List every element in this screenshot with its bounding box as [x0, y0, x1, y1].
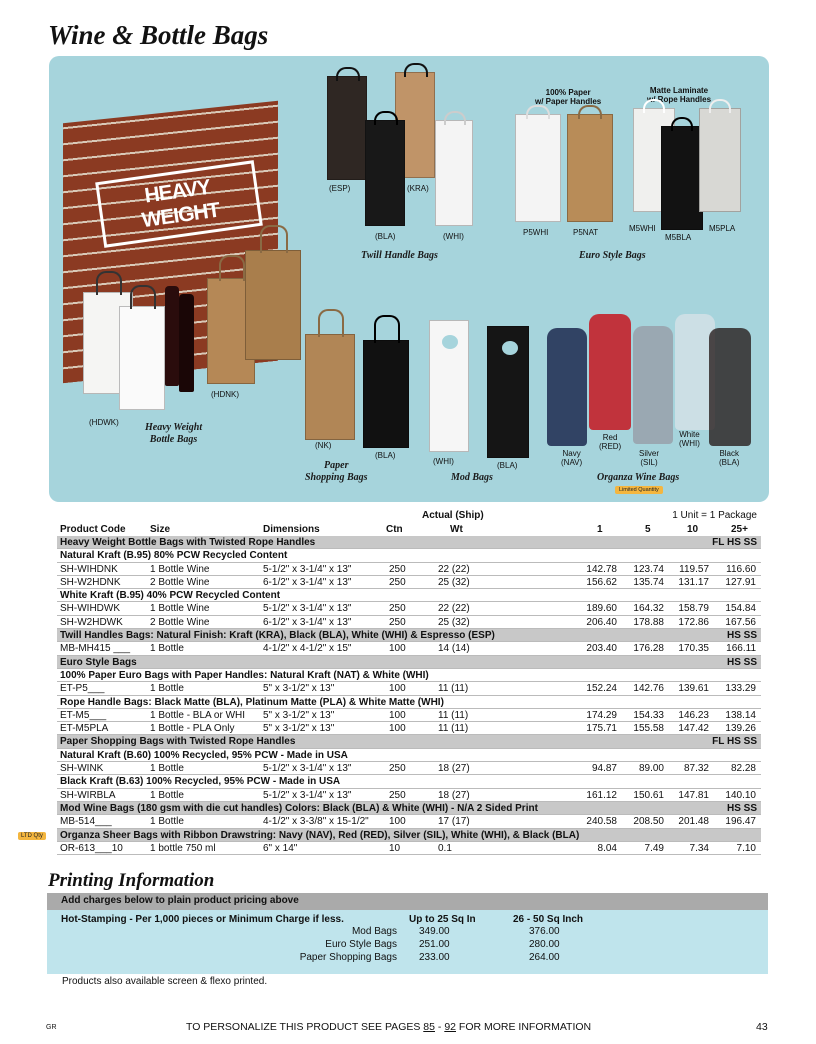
dimensions-cell: 5-1/2" x 3-1/4" x 13" [263, 563, 352, 575]
price-cell: 172.86 [678, 616, 709, 628]
label-p5nat: P5NAT [573, 228, 599, 237]
hot-stamping-label: Hot-Stamping - Per 1,000 pieces or Minimum Charge if less. [61, 914, 344, 925]
footer-left: GR [46, 1024, 57, 1031]
printing-bar [47, 893, 768, 910]
price-cell: 154.33 [633, 709, 664, 721]
product-code: SH-WIHDNK [60, 563, 118, 575]
price-cell: 167.56 [725, 616, 756, 628]
subsection-row [57, 696, 761, 709]
section-header-row [57, 829, 761, 842]
weight-cell: 18 (27) [438, 789, 470, 801]
price-cell: 208.50 [633, 816, 664, 828]
ctn-cell: 250 [389, 603, 406, 615]
label-whi-twill: (WHI) [443, 232, 464, 241]
subsection-row [57, 549, 761, 562]
dimensions-cell: 5-1/2" x 3-1/4" x 13" [263, 603, 352, 615]
page-number: 43 [756, 1021, 768, 1033]
weight-cell: 22 (22) [438, 563, 470, 575]
heavy-weight-sign: HEAVY WEIGHT [95, 160, 263, 248]
price-cell: 139.61 [678, 683, 709, 695]
label-hdwk: (HDWK) [89, 418, 119, 427]
price-cell: 142.76 [633, 683, 664, 695]
size-cell: 1 Bottle Wine [150, 603, 210, 615]
label-whi-mod: (WHI) [433, 457, 454, 466]
ctn-cell: 250 [389, 789, 406, 801]
ctn-cell: 100 [389, 709, 406, 721]
label-esp: (ESP) [329, 184, 351, 193]
price-cell: 116.60 [726, 563, 756, 575]
price-cell: 139.26 [725, 723, 756, 735]
label-red: Red (RED) [599, 433, 622, 451]
section-title: Mod Wine Bags (180 gsm with die cut handles) Colors: Black (BLA) & White (WHI) - N/A 2 Sided Print [60, 802, 538, 814]
section-title: Black Kraft (B.63) 100% Recycled, 95% PCW - Made in USA [60, 776, 341, 788]
section-title: Organza Sheer Bags with Ribbon Drawstring: Navy (NAV), Red (RED), Silver (SIL), White (WHI), & Black (BLA) [60, 829, 580, 841]
dimensions-cell: 4-1/2" x 4-1/2" x 15" [263, 643, 352, 655]
price-cell: 123.74 [633, 563, 664, 575]
price-cell: 147.81 [678, 789, 709, 801]
euro-black-matte-bag [661, 126, 703, 230]
col-size: Size [150, 524, 171, 535]
label-black: Black (BLA) [719, 449, 740, 467]
euro-white-paper-bag [515, 114, 561, 222]
ctn-cell: 250 [389, 616, 406, 628]
print-price-small: 251.00 [419, 939, 450, 950]
white-twill-bag [435, 120, 473, 226]
price-cell: 7.10 [736, 842, 756, 854]
product-code: MB-514___ [60, 816, 112, 828]
size-cell: 1 Bottle Wine [150, 563, 210, 575]
white-kraft-bag-2 [119, 306, 165, 410]
table-row [57, 576, 761, 589]
dimensions-cell: 6" x 14" [263, 842, 298, 854]
price-cell: 140.10 [725, 789, 756, 801]
black-mod-bag [487, 326, 529, 458]
product-code: OR-613___10 [60, 842, 123, 854]
caption-heavy-weight: Heavy Weight Bottle Bags [145, 422, 203, 445]
subsection-row [57, 749, 761, 762]
dimensions-cell: 4-1/2" x 3-3/8" x 15-1/2" [263, 816, 369, 828]
col-26-50: 26 - 50 Sq Inch [513, 914, 584, 925]
label-p5whi: P5WHI [523, 228, 549, 237]
section-title: 100% Paper Euro Bags with Paper Handles: Natural Kraft (NAT) & White (WHI) [60, 669, 429, 681]
price-cell: 206.40 [586, 616, 617, 628]
price-cell: 142.78 [586, 563, 617, 575]
print-price-small: 233.00 [419, 952, 450, 963]
section-header-row [57, 629, 761, 642]
footer-text-post: FOR MORE INFORMATION [456, 1021, 592, 1033]
size-cell: 1 bottle 750 ml [150, 842, 216, 854]
white-mod-bag [429, 320, 469, 452]
price-cell: 146.23 [678, 709, 709, 721]
col-up-to-25: Up to 25 Sq In [409, 914, 476, 925]
dimensions-cell: 5-1/2" x 3-1/4" x 13" [263, 763, 352, 775]
product-code: SH-W2HDWK [60, 616, 123, 628]
price-cell: 87.32 [683, 763, 709, 775]
weight-cell: 18 (27) [438, 763, 470, 775]
col-qty-10: 10 [687, 524, 699, 535]
ltd-qty-tag: LTD Qty [18, 832, 46, 840]
weight-cell: 25 (32) [438, 616, 470, 628]
limited-quantity-badge: Limited Quantity [615, 486, 663, 494]
silver-organza-bag [633, 326, 673, 444]
natural-paper-shopping-bag [305, 334, 355, 440]
price-cell: 161.12 [586, 789, 617, 801]
wine-bottle [165, 286, 179, 386]
price-cell: 82.28 [730, 763, 756, 775]
weight-cell: 11 (11) [438, 683, 469, 695]
price-cell: 156.62 [586, 576, 617, 588]
label-navy: Navy (NAV) [561, 449, 583, 467]
price-cell: 203.40 [586, 643, 617, 655]
label-m5bla: M5BLA [665, 233, 692, 242]
price-cell: 164.32 [633, 603, 664, 615]
col-dimensions: Dimensions [263, 524, 320, 535]
ctn-cell: 100 [389, 643, 406, 655]
price-cell: 175.71 [586, 723, 617, 735]
section-header-row [57, 536, 761, 549]
product-code: SH-WIHDWK [60, 603, 120, 615]
table-row [57, 789, 761, 802]
section-title: Twill Handles Bags: Natural Finish: Kraft (KRA), Black (BLA), White (WHI) & Espresso (ESP) [60, 630, 495, 642]
weight-cell: 11 (11) [438, 723, 469, 735]
print-row-name: Euro Style Bags [325, 939, 397, 950]
weight-cell: 22 (22) [438, 603, 470, 615]
product-code: SH-WINK [60, 763, 104, 775]
ctn-cell: 100 [389, 816, 406, 828]
navy-organza-bag [547, 328, 587, 446]
col-qty-5: 5 [645, 524, 651, 535]
section-header-row [57, 802, 761, 815]
ctn-cell: 250 [389, 763, 406, 775]
footer-dash: - [434, 1021, 445, 1033]
espresso-twill-bag [327, 76, 367, 180]
footer-text [186, 1021, 591, 1033]
price-cell: 8.04 [597, 842, 617, 854]
page-title: Wine & Bottle Bags [48, 20, 269, 50]
print-price-large: 280.00 [529, 939, 560, 950]
section-title: Euro Style Bags [60, 656, 137, 668]
subsection-row [57, 669, 761, 682]
table-row [57, 842, 761, 855]
label-bla-twill: (BLA) [375, 232, 396, 241]
print-row-name: Mod Bags [351, 926, 397, 937]
footer-page-link-85[interactable]: 85 [423, 1021, 435, 1033]
table-row [57, 762, 761, 775]
price-cell: 138.14 [725, 709, 756, 721]
price-cell: 154.84 [725, 603, 756, 615]
price-cell: 152.24 [586, 683, 617, 695]
product-code: MB-MH415 ___ [60, 643, 131, 655]
price-cell: 150.61 [633, 789, 664, 801]
table-header [57, 508, 761, 536]
price-cell: 178.88 [633, 616, 664, 628]
caption-euro: Euro Style Bags [579, 250, 646, 261]
price-cell: 127.91 [725, 576, 756, 588]
ctn-cell: 100 [389, 683, 406, 695]
euro-platinum-matte-bag [699, 108, 741, 212]
footer-text-pre: TO PERSONALIZE THIS PRODUCT SEE PAGES [186, 1021, 424, 1033]
size-cell: 1 Bottle [150, 643, 184, 655]
availability-codes: HS SS [726, 630, 757, 642]
ctn-cell: 10 [389, 842, 401, 854]
black-paper-shopping-bag [363, 340, 409, 448]
price-cell: 147.42 [678, 723, 709, 735]
weight-cell: 14 (14) [438, 643, 470, 655]
table-row [57, 563, 761, 576]
product-code: ET-M5PLA [60, 723, 109, 735]
natural-kraft-bag-2 [245, 250, 301, 360]
weight-cell: 11 (11) [438, 709, 469, 721]
size-cell: 1 Bottle [150, 816, 184, 828]
table-row [57, 815, 761, 828]
dimensions-cell: 6-1/2" x 3-1/4" x 13" [263, 616, 352, 628]
size-cell: 2 Bottle Wine [150, 576, 210, 588]
print-price-large: 376.00 [529, 926, 560, 937]
price-cell: 240.58 [586, 816, 617, 828]
dimensions-cell: 5-1/2" x 3-1/4" x 13" [263, 789, 352, 801]
product-code: SH-WIRBLA [60, 789, 116, 801]
col-ctn: Ctn [386, 524, 403, 535]
caption-twill: Twill Handle Bags [361, 250, 438, 261]
price-cell: 7.34 [689, 842, 709, 854]
col-product-code: Product Code [60, 524, 126, 535]
label-kra: (KRA) [407, 184, 429, 193]
price-cell: 7.49 [644, 842, 664, 854]
caption-paper-shopping: Paper Shopping Bags [305, 460, 368, 483]
price-cell: 174.29 [586, 709, 617, 721]
ctn-cell: 100 [389, 723, 406, 735]
product-photo [49, 56, 769, 502]
table-row [57, 722, 761, 735]
price-cell: 135.74 [633, 576, 664, 588]
unit-note: 1 Unit = 1 Package [672, 510, 757, 521]
printing-bar-text: Add charges below to plain product pricing above [61, 895, 299, 906]
printing-info-title: Printing Information [48, 870, 215, 891]
size-cell: 1 Bottle [150, 789, 184, 801]
label-bla-paper: (BLA) [375, 451, 396, 460]
availability-codes: FL HS SS [712, 736, 757, 748]
ctn-cell: 250 [389, 576, 406, 588]
size-cell: 1 Bottle [150, 763, 184, 775]
availability-codes: FL HS SS [712, 537, 757, 548]
dimensions-cell: 6-1/2" x 3-1/4" x 13" [263, 576, 352, 588]
label-paper-handles: 100% Paper w/ Paper Handles [535, 88, 602, 106]
label-silver: Silver (SIL) [639, 449, 660, 467]
price-cell: 166.11 [726, 643, 756, 655]
table-row [57, 709, 761, 722]
price-cell: 201.48 [678, 816, 709, 828]
weight-cell: 0.1 [438, 842, 452, 854]
caption-mod: Mod Bags [451, 472, 493, 483]
col-qty-1: 1 [597, 524, 603, 535]
section-title: Rope Handle Bags: Black Matte (BLA), Platinum Matte (PLA) & White Matte (WHI) [60, 696, 444, 708]
label-matte-laminate: Matte Laminate w/ Rope Handles [647, 86, 712, 104]
label-m5whi: M5WHI [629, 224, 656, 233]
availability-codes: HS SS [726, 656, 757, 668]
availability-codes: HS SS [726, 802, 757, 814]
subsection-row [57, 589, 761, 602]
section-title: Natural Kraft (B.95) 80% PCW Recycled Content [60, 550, 288, 562]
price-cell: 119.57 [679, 563, 709, 575]
col-wt: Wt [450, 524, 463, 535]
actual-ship-header: Actual (Ship) [422, 510, 484, 521]
wine-bottle-2 [179, 294, 194, 392]
price-cell: 94.87 [591, 763, 617, 775]
table-row [57, 602, 761, 615]
red-organza-bag [589, 314, 631, 430]
print-price-small: 349.00 [419, 926, 450, 937]
product-code: ET-P5___ [60, 683, 105, 695]
col-qty-25: 25+ [731, 524, 748, 535]
section-title: Natural Kraft (B.60) 100% Recycled, 95% PCW - Made in USA [60, 749, 348, 761]
table-row [57, 642, 761, 655]
product-code: ET-M5___ [60, 709, 107, 721]
label-nk: (NK) [315, 441, 332, 450]
weight-cell: 25 (32) [438, 576, 470, 588]
dimensions-cell: 5" x 3-1/2" x 13" [263, 723, 335, 735]
product-code: SH-W2HDNK [60, 576, 121, 588]
euro-natural-paper-bag [567, 114, 613, 222]
section-header-row [57, 735, 761, 748]
label-hdnk: (HDNK) [211, 390, 239, 399]
size-cell: 1 Bottle - PLA Only [150, 723, 235, 735]
price-cell: 89.00 [638, 763, 664, 775]
price-cell: 170.35 [678, 643, 709, 655]
print-row-name: Paper Shopping Bags [299, 952, 397, 963]
price-cell: 158.79 [678, 603, 709, 615]
black-organza-bag [709, 328, 751, 446]
size-cell: 1 Bottle [150, 683, 184, 695]
dimensions-cell: 5" x 3-1/2" x 13" [263, 683, 335, 695]
section-title: White Kraft (B.95) 40% PCW Recycled Content [60, 590, 281, 602]
label-m5pla: M5PLA [709, 224, 736, 233]
footer-page-link-92[interactable]: 92 [444, 1021, 456, 1033]
section-title: Paper Shopping Bags with Twisted Rope Handles [60, 736, 296, 748]
label-bla-mod: (BLA) [497, 461, 518, 470]
price-cell: 196.47 [725, 816, 756, 828]
table-row [57, 682, 761, 695]
section-header-row [57, 656, 761, 669]
ctn-cell: 250 [389, 563, 406, 575]
label-white: White (WHI) [679, 430, 700, 448]
table-row [57, 616, 761, 629]
printing-note: Products also available screen & flexo printed. [62, 976, 268, 987]
black-twill-bag [365, 120, 405, 226]
dimensions-cell: 5" x 3-1/2" x 13" [263, 709, 335, 721]
price-cell: 176.28 [633, 643, 664, 655]
price-cell: 155.58 [633, 723, 664, 735]
price-cell: 133.29 [725, 683, 756, 695]
print-price-large: 264.00 [529, 952, 560, 963]
price-cell: 189.60 [586, 603, 617, 615]
weight-cell: 17 (17) [438, 816, 470, 828]
pricing-table [57, 508, 761, 855]
size-cell: 1 Bottle - BLA or WHI [150, 709, 246, 721]
subsection-row [57, 775, 761, 788]
caption-organza: Organza Wine Bags [597, 472, 680, 483]
table-body [57, 536, 761, 855]
price-cell: 131.17 [678, 576, 709, 588]
size-cell: 2 Bottle Wine [150, 616, 210, 628]
section-title: Heavy Weight Bottle Bags with Twisted Rope Handles [60, 537, 316, 548]
